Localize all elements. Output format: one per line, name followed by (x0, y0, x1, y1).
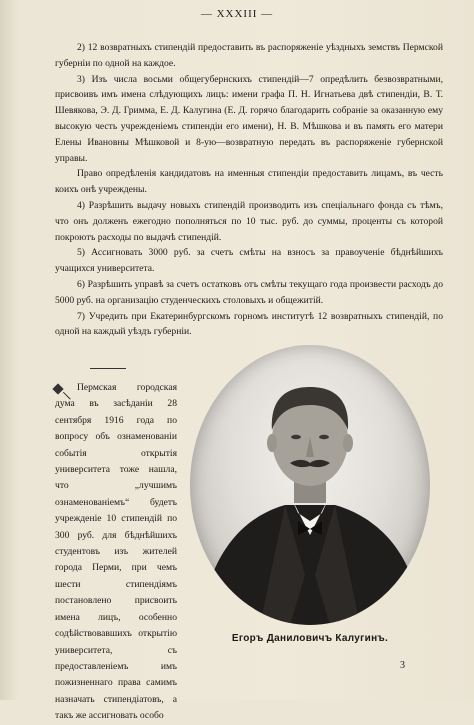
paragraph-right: Право опредѣленія кандидатовъ на именныя стипендіи предоставить лицамъ, въ честь коихъ онѣ учреждены. (55, 168, 443, 196)
paragraph-7: 7) Учредить при Екатеринбургскомъ горномъ институтѣ 12 возвратныхъ стипендій, по одной на каждый уѣздъ губерніи. (55, 310, 443, 338)
page-number: 3 (400, 660, 405, 671)
left-column-text (55, 380, 177, 725)
left-column-paragraph: Пермская городская дума въ засѣданіи 28 сентября 1916 года по вопросу объ ознаменованіи событія открытія университета тоже нашла, что „лучшимъ ознаменованіемъ“ будетъ учрежденіе 10 стипендій по 300 руб. для бѣднѣйшихъ студентовъ изъ жителей города Перми, при чемъ шести стипендіямъ постановлено присвоить имена лицъ, особенно содѣйствовавшихъ открытію университета, съ предоставленіемъ имъ пожизненнаго права самимъ назначать стипендіатовъ, а такъ же ассигновать особо (55, 382, 177, 722)
page-header: — XXXIII — (200, 8, 274, 20)
portrait-photo (190, 345, 430, 625)
portrait-figure (190, 345, 430, 625)
portrait-caption: Егоръ Даниловичъ Калугинъ. (231, 633, 389, 644)
paragraph-3: 3) Изъ числа восьми общегубернскихъ стипендій—7 опредѣлить безвозвратными, присвоивъ имъ имена слѣдующихъ лицъ: имени графа П. Н. Игнатьева двѣ стипендіи, В. Т. Шевякова, Э. Д. Гримма, Е. Д. Калугина (Е. Д. горячо благодарить собраніе за оказанную ему высокую честь учрежденіемъ стипендіи его имени), Н. В. Мѣшкова и въ память его матери Елены Ивановны Мѣшковой и 8-ую—возвратную передать въ распоряженіе губернской управы. (55, 73, 443, 164)
paragraph-6: 6) Разрѣшить управѣ за счетъ остатковъ отъ смѣты текущаго года произвести расходъ до 5000 руб. на организацію студенческихъ столовыхъ и общежитій. (55, 278, 443, 306)
paragraph-4: 4) Разрѣшить выдачу новыхъ стипендій производить изъ спеціальнаго фонда съ тѣмъ, что онъ долженъ ежегодно пополняться по 10 тыс. руб. до суммы, проценты съ которой покроютъ расходы по выдачѣ стипендій. (55, 199, 443, 243)
paragraph-5: 5) Ассигновать 3000 руб. за счетъ смѣты на взносъ за правоученіе бѣднѣйшихъ учащихся университета. (55, 247, 443, 275)
paragraph-2: 2) 12 возвратныхъ стипендій предоставить въ распоряженіе уѣздныхъ земствъ Пермской губерніи по одной на каждое. (55, 42, 443, 69)
main-text (55, 40, 443, 340)
section-divider (90, 368, 126, 369)
